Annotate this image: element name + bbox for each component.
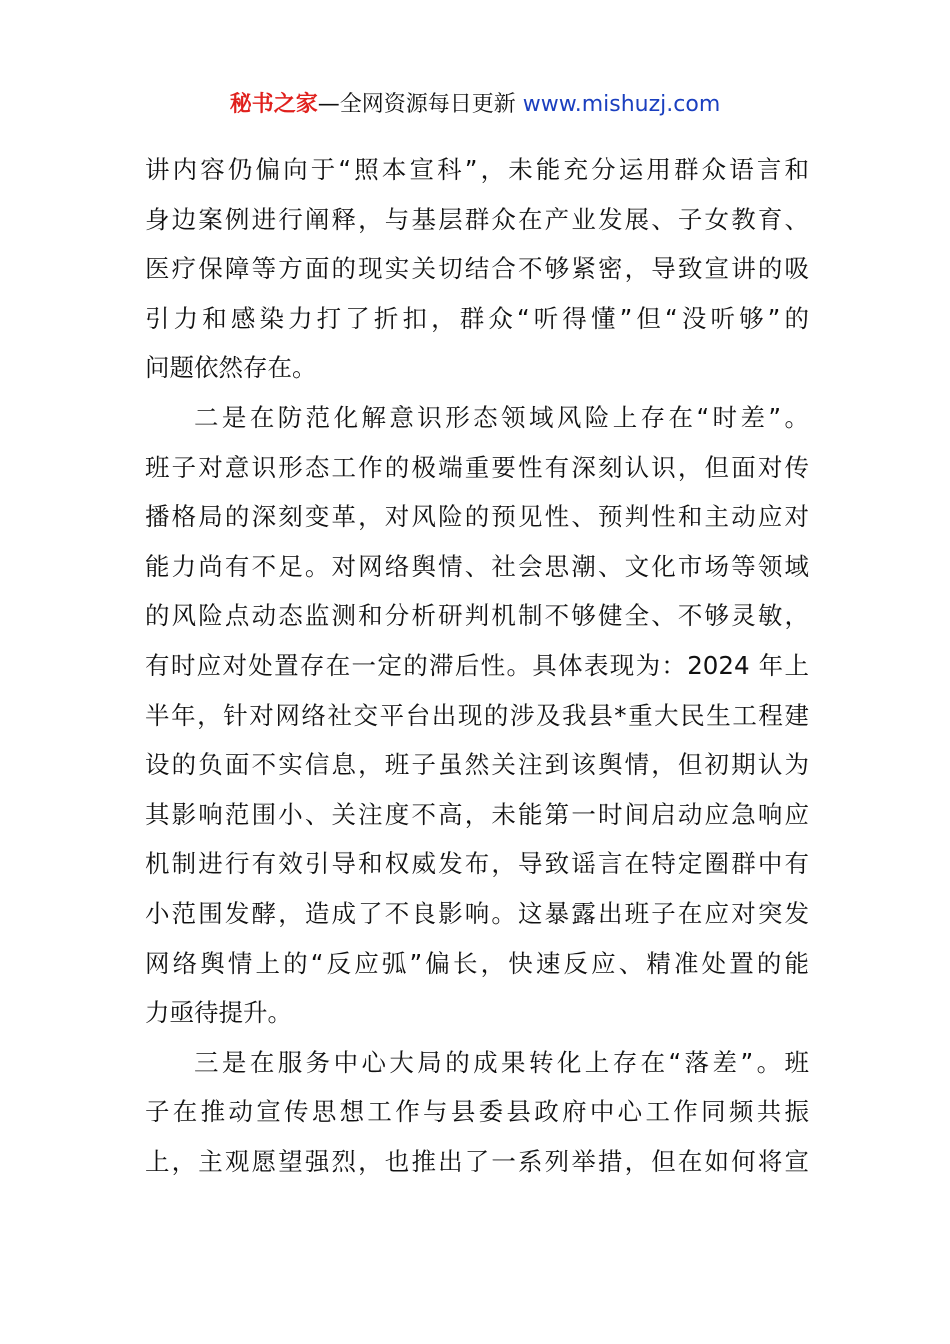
header-tagline: —全网资源每日更新 bbox=[317, 92, 523, 117]
text-line: 引力和感染力打了折扣，群众“听得懂”但“没听够”的 bbox=[145, 303, 809, 333]
text-line: 医疗保障等方面的现实关切结合不够紧密，导致宣讲的吸 bbox=[145, 254, 809, 284]
text-line: 力亟待提升。 bbox=[145, 998, 292, 1028]
text-line: 身边案例进行阐释，与基层群众在产业发展、子女教育、 bbox=[145, 204, 809, 234]
header-brand: 秘书之家 bbox=[229, 92, 318, 117]
text-line: 能力尚有不足。对网络舆情、社会思潮、文化市场等领域 bbox=[145, 551, 809, 581]
paragraph-first-line: 二是在防范化解意识形态领域风险上存在“时差”。 bbox=[194, 402, 809, 432]
header-site-link[interactable]: www.mishuzj.com bbox=[522, 92, 721, 117]
text-line: 播格局的深刻变革，对风险的预见性、预判性和主动应对 bbox=[145, 502, 809, 532]
text-line: 上，主观愿望强烈，也推出了一系列举措，但在如何将宣 bbox=[145, 1146, 809, 1176]
text-line: 小范围发酵，造成了不良影响。这暴露出班子在应对突发 bbox=[145, 898, 809, 928]
text-line: 网络舆情上的“反应弧”偏长，快速反应、精准处置的能 bbox=[145, 948, 809, 978]
text-line: 其影响范围小、关注度不高，未能第一时间启动应急响应 bbox=[145, 799, 809, 829]
text-line: 问题依然存在。 bbox=[145, 353, 317, 383]
text-line: 有时应对处置存在一定的滞后性。具体表现为：2024 年上 bbox=[145, 650, 809, 680]
text-line: 机制进行有效引导和权威发布，导致谣言在特定圈群中有 bbox=[145, 849, 809, 879]
text-line: 班子对意识形态工作的极端重要性有深刻认识，但面对传 bbox=[145, 452, 809, 482]
body-text bbox=[145, 145, 809, 1186]
text-line: 的风险点动态监测和分析研判机制不够健全、不够灵敏， bbox=[145, 601, 809, 631]
paragraph-first-line: 三是在服务中心大局的成果转化上存在“落差”。班 bbox=[194, 1047, 809, 1077]
page-header bbox=[0, 88, 950, 122]
text-line: 半年，针对网络社交平台出现的涉及我县*重大民生工程建 bbox=[145, 700, 809, 730]
text-line: 讲内容仍偏向于“照本宣科”，未能充分运用群众语言和 bbox=[145, 155, 809, 184]
text-line: 设的负面不实信息，班子虽然关注到该舆情，但初期认为 bbox=[145, 750, 809, 780]
text-line: 子在推动宣传思想工作与县委县政府中心工作同频共振 bbox=[145, 1097, 809, 1127]
